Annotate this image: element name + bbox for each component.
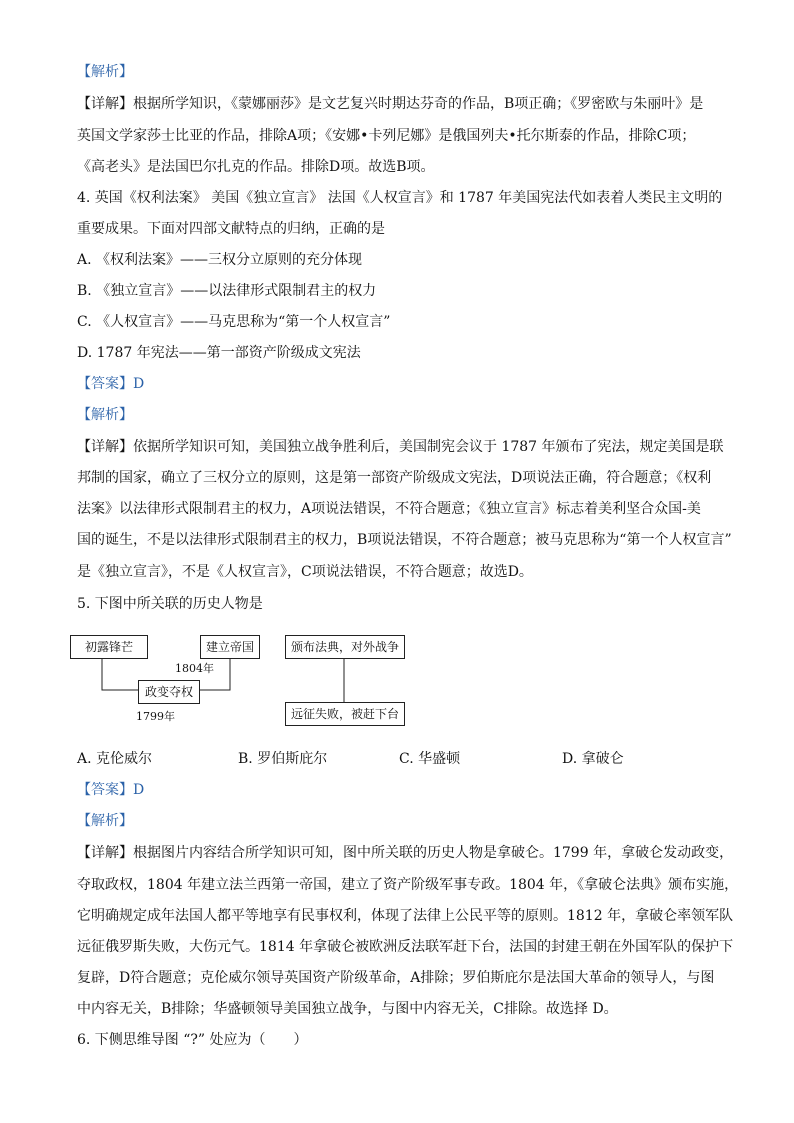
explanation-q3-line1: 【详解】根据所学知识，《蒙娜丽莎》是文艺复兴时期达芬奇的作品，B项正确；《罗密欧与朱丽叶》是 bbox=[77, 96, 704, 112]
box-early-talent: 初露锋芒 bbox=[70, 635, 148, 659]
explanation-q5-line5: 复辟，D符合题意；克伦威尔领导英国资产阶级革命，A排除；罗伯斯庇尔是法国大革命的领导人，与图 bbox=[77, 970, 715, 986]
question-5-option-d: D. 拿破仑 bbox=[562, 751, 624, 767]
explanation-q5-line3: 它明确规定成年法国人都平等地享有民事权利，体现了法律上公民平等的原则。1812 年，拿破仑率领军队 bbox=[77, 908, 734, 924]
question-6-stem: 6. 下侧思维导图 “?” 处应为（ ） bbox=[77, 1032, 308, 1048]
explanation-q3-line3: 《高老头》是法国巴尔扎克的作品。排除D项。故选B项。 bbox=[77, 159, 435, 175]
answer-label-q5: 【答案】D bbox=[77, 782, 145, 798]
analysis-label-q5: 【解析】 bbox=[77, 813, 133, 829]
box-laws-and-wars: 颁布法典，对外战争 bbox=[285, 635, 405, 659]
box-coup-seize-power: 政变夺权 bbox=[138, 680, 200, 704]
question-5-stem: 5. 下图中所关联的历史人物是 bbox=[77, 596, 263, 612]
question-4-stem-line1: 4. 英国《权利法案》 美国《独立宣言》 法国《人权宣言》和 1787 年美国宪法代如表着人类民主文明的 bbox=[77, 190, 723, 206]
explanation-q4-line2: 邦制的国家，确立了三权分立的原则，这是第一部资产阶级成文宪法，D项说法正确，符合题意；《权利 bbox=[77, 470, 712, 486]
explanation-q5-line2: 夺取政权，1804 年建立法兰西第一帝国，建立了资产阶级军事专政。1804 年，《拿破仑法典》颁布实施， bbox=[77, 877, 739, 893]
napoleon-diagram bbox=[60, 620, 420, 730]
explanation-q3-line2: 英国文学家莎士比亚的作品，排除A项；《安娜•卡列尼娜》是俄国列夫•托尔斯泰的作品，排除C项； bbox=[77, 128, 696, 144]
explanation-q5-line6: 中内容无关，B排除；华盛顿领导美国独立战争，与图中内容无关，C排除。故选择 D。 bbox=[77, 1001, 618, 1017]
question-4-option-b: B. 《独立宣言》——以法律形式限制君主的权力 bbox=[77, 283, 377, 299]
question-5-option-a: A. 克伦威尔 bbox=[77, 751, 153, 767]
explanation-q4-line1: 【详解】依据所学知识可知，美国独立战争胜利后，美国制宪会议于 1787 年颁布了宪法，规定美国是联 bbox=[77, 439, 724, 455]
question-4-stem-line2: 重要成果。下面对四部文献特点的归纳，正确的是 bbox=[77, 221, 385, 237]
year-1799-label: 1799年 bbox=[136, 710, 175, 723]
analysis-label-q4: 【解析】 bbox=[77, 407, 133, 423]
explanation-q5-line4: 远征俄罗斯失败，大伤元气。1814 年拿破仑被欧洲反法联军赶下台，法国的封建王朝在外国军队的保护下 bbox=[77, 939, 734, 955]
answer-label-q4: 【答案】D bbox=[77, 376, 145, 392]
question-5-option-b: B. 罗伯斯庇尔 bbox=[238, 751, 328, 767]
explanation-q4-line4: 国的诞生，不是以法律形式限制君主的权力，B项说法错误，不符合题意；被马克思称为“第一个人权宣言” bbox=[77, 532, 732, 548]
explanation-q5-line1: 【详解】根据图片内容结合所学知识可知，图中所关联的历史人物是拿破仑。1799 年，拿破仑发动政变， bbox=[77, 845, 734, 861]
explanation-q4-line5: 是《独立宣言》，不是《人权宣言》，C项说法错误，不符合题意；故选D。 bbox=[77, 564, 533, 580]
analysis-label-q3: 【解析】 bbox=[77, 64, 133, 80]
explanation-q4-line3: 法案》以法律形式限制君主的权力，A项说法错误，不符合题意；《独立宣言》标志着美利坚合众国-美 bbox=[77, 501, 701, 517]
year-1804-label: 1804年 bbox=[175, 662, 214, 675]
box-establish-empire: 建立帝国 bbox=[200, 635, 260, 659]
question-4-option-c: C. 《人权宣言》——马克思称为“第一个人权宣言” bbox=[77, 314, 391, 330]
box-expedition-failure: 远征失败，被赶下台 bbox=[285, 702, 405, 726]
question-5-option-c: C. 华盛顿 bbox=[399, 751, 461, 767]
question-4-option-a: A. 《权利法案》——三权分立原则的充分体现 bbox=[77, 252, 363, 268]
question-4-option-d: D. 1787 年宪法——第一部资产阶级成文宪法 bbox=[77, 345, 361, 361]
